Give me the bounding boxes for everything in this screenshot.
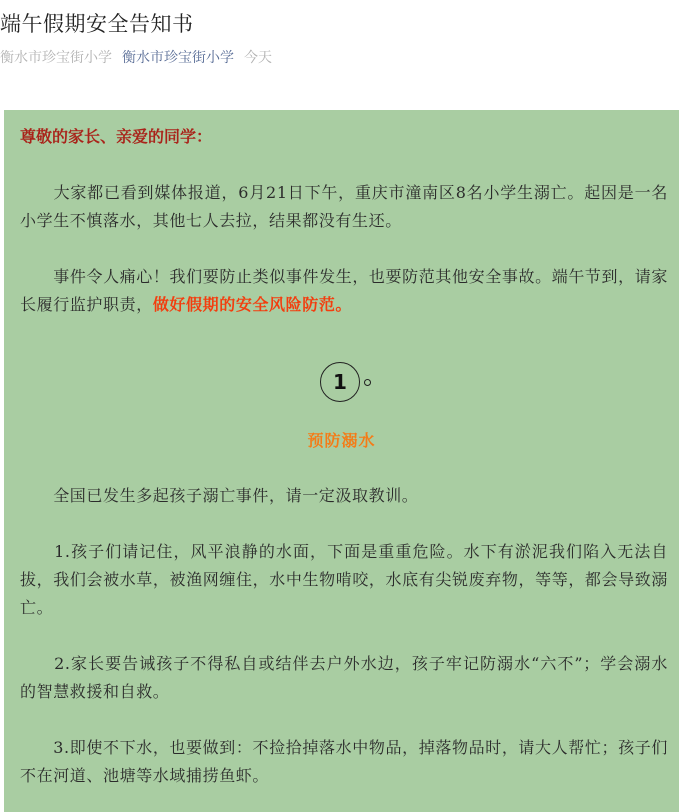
list-item-1: 1.孩子们请记住，风平浪静的水面，下面是重重危险。水下有淤泥我们陷入无法自拔，我们会被水草，被渔网缠住，水中生物啃咬，水底有尖锐废弃物，等等，都会导致溺亡。 [20,542,668,617]
paragraph-appeal [20,263,668,319]
greeting: 尊敬的家长、亲爱的同学： [20,127,213,146]
article-title: 端午假期安全告知书 [0,12,194,36]
article-author: 衡水市珍宝街小学 [0,50,112,66]
section-number-badge [320,362,380,404]
article-meta [0,47,272,67]
paragraph-appeal-emphasis: 做好假期的安全风险防范。 [152,295,353,314]
section-number: 1 [320,362,360,402]
list-item-3: 3.即使不下水，也要做到：不捡拾掉落水中物品，掉落物品时，请大人帮忙；孩子们不在河道、池塘等水域捕捞鱼虾。 [20,738,668,785]
paragraph-incident: 大家都已看到媒体报道，6月21日下午，重庆市潼南区8名小学生溺亡。起因是一名小学生不慎落水，其他七人去拉，结果都没有生还。 [20,183,668,230]
section-title: 预防溺水 [307,431,376,450]
publish-date: 今天 [244,50,272,66]
dot-icon [364,379,371,386]
list-item-2: 2.家长要告诫孩子不得私自或结伴去户外水边，孩子牢记防溺水“六不”；学会溺水的智慧救援和自救。 [20,654,668,701]
paragraph-appeal-text: 事件令人痛心！我们要防止类似事件发生，也要防范其他安全事故。端午节到，请家长履行监护职责， [20,267,668,314]
account-link[interactable]: 衡水市珍宝街小学 [122,50,234,66]
paragraph-intro: 全国已发生多起孩子溺亡事件，请一定汲取教训。 [20,486,419,505]
article-content [4,110,679,812]
